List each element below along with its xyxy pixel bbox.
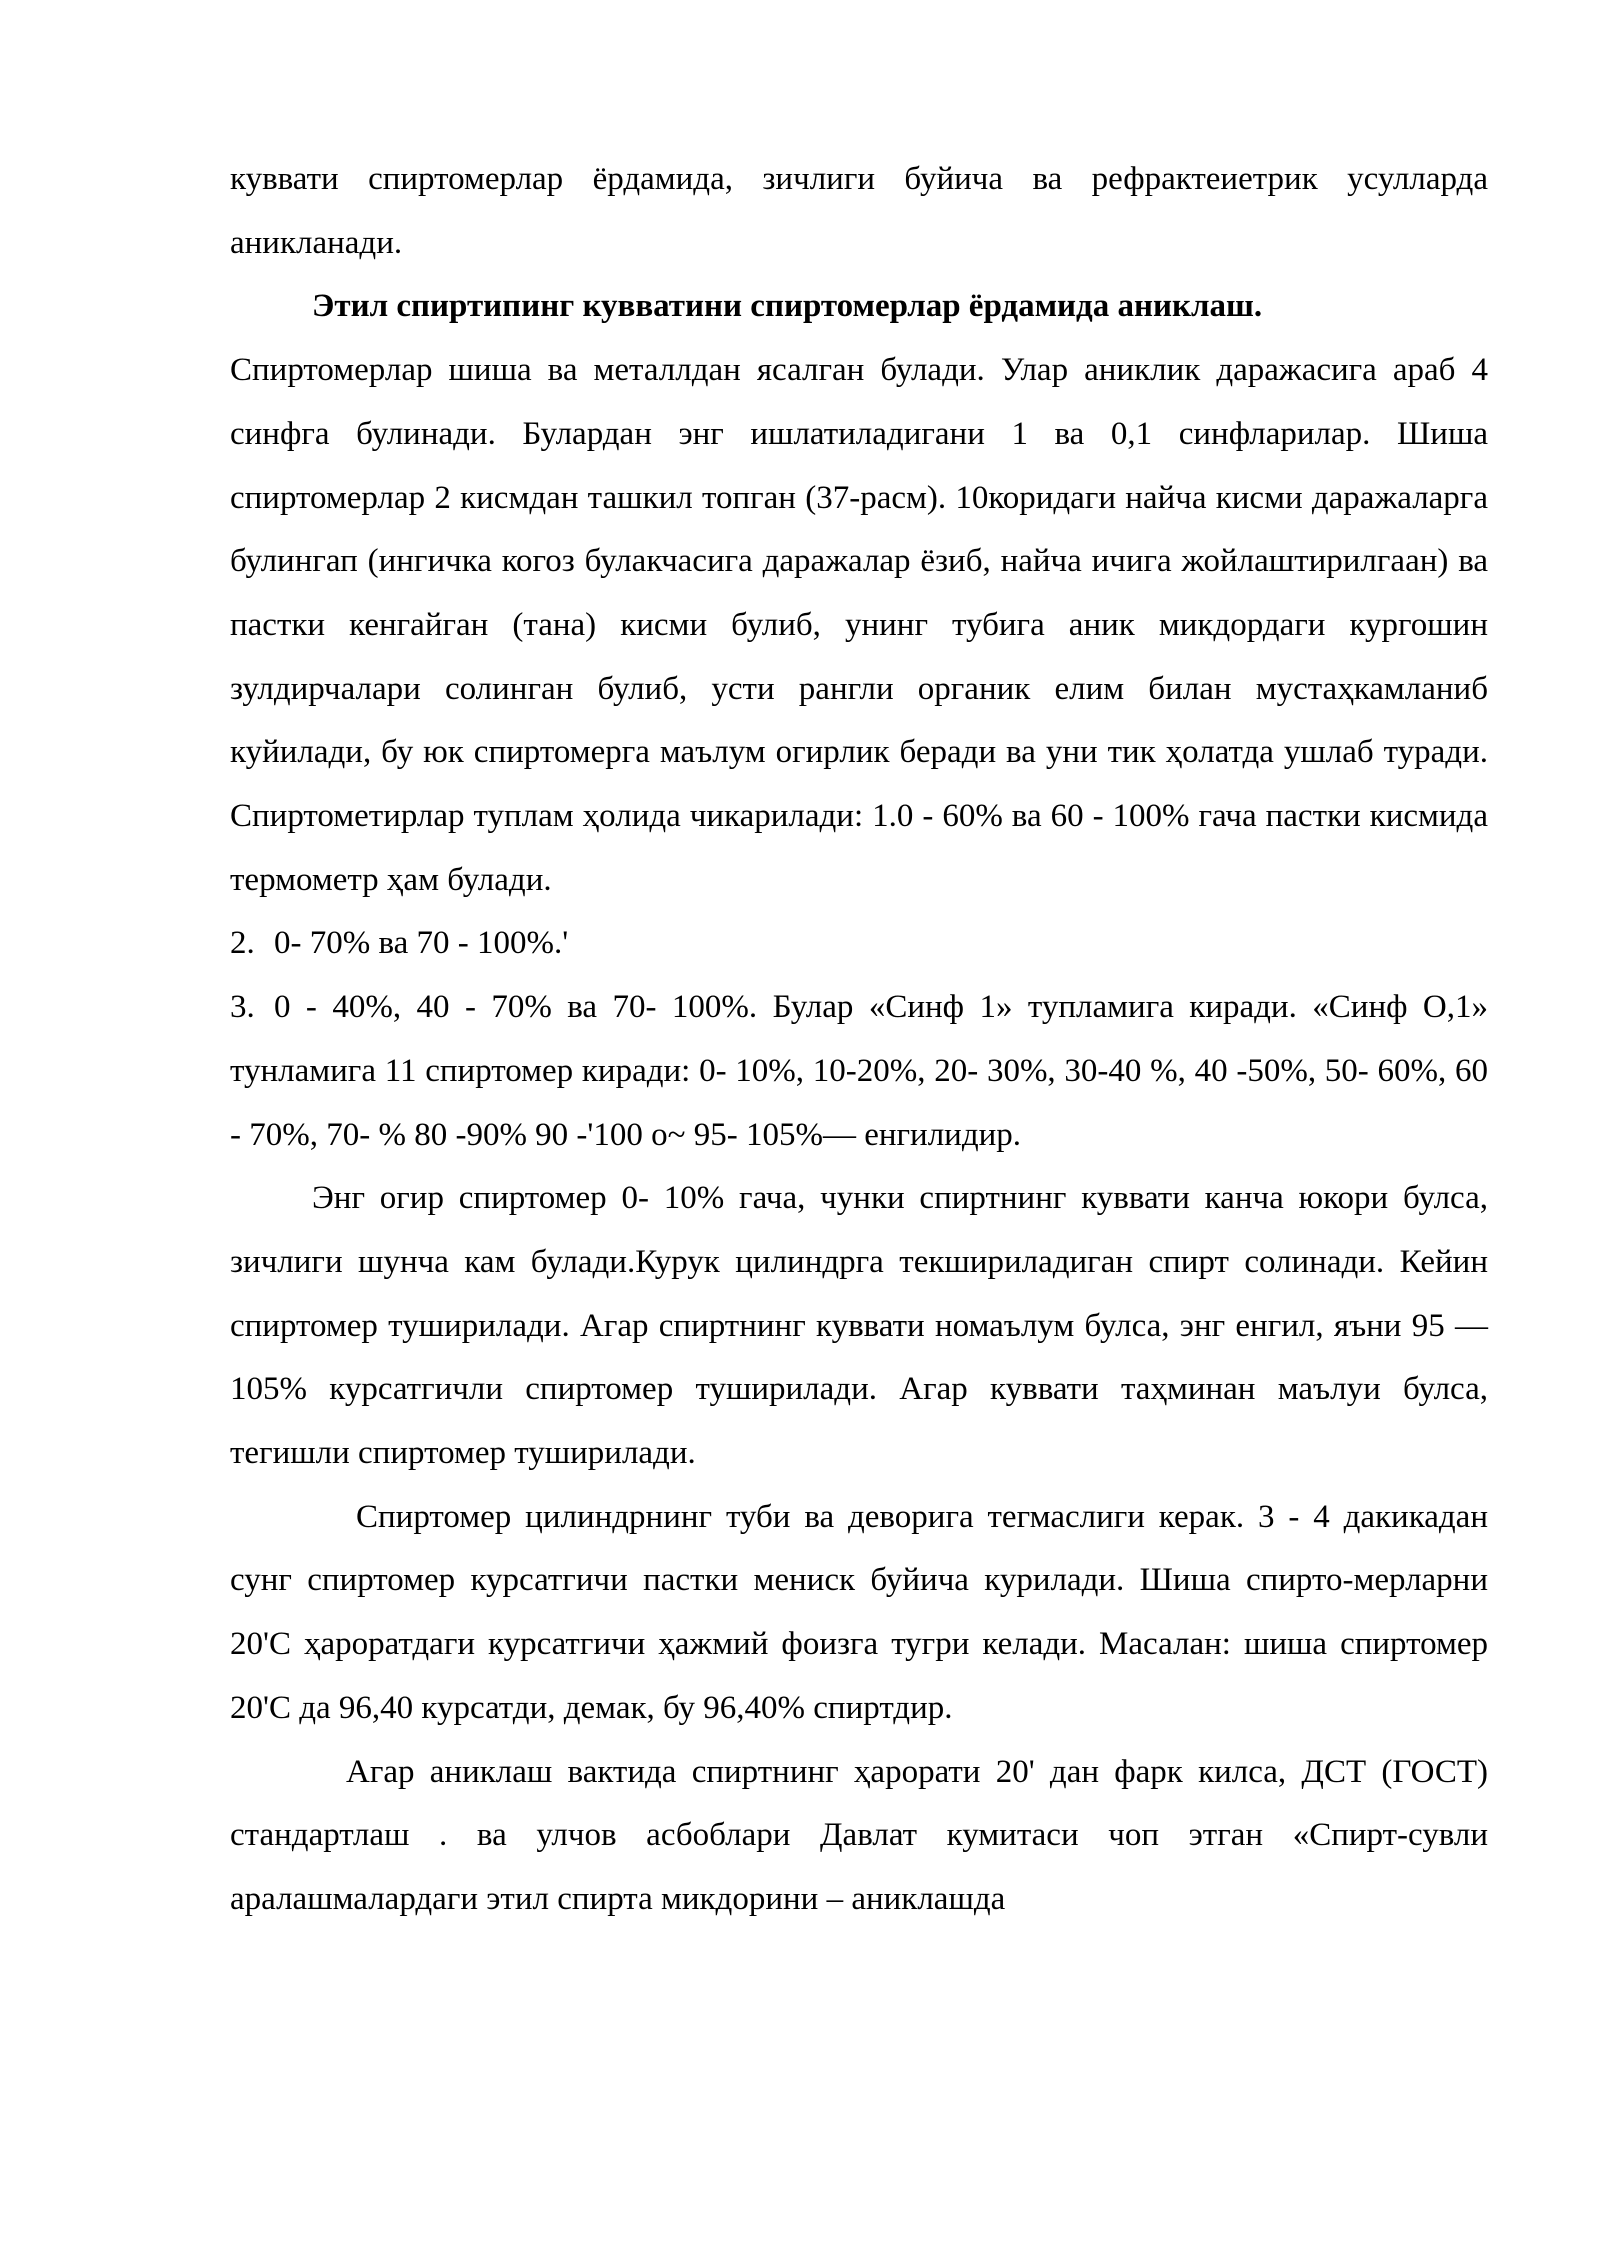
section-heading: Этил спиртипинг кувватини спиртомерлар ёрдамида аниклаш. bbox=[312, 288, 1263, 325]
list-text: 0- 70% ва 70 - 100%.' bbox=[274, 925, 569, 962]
paragraph-1: Спиртомерлар шиша ва металлдан ясалган булади. Улар аниклик даражасига араб 4 синфга булинади. Булардан энг ишлатиладигани 1 ва 0,1 синфларилар. Шиша спиртомерлар 2 кисмдан ташкил топган (37-расм). 10коридаги найча кисми даражаларга булингап (ингичка когоз булакчасига даражалар ёзиб, найча ичига жойлаштирилгаан) ва пастки кенгайган (тана) кисми булиб, унинг тубига аник микдордаги кургошин зулдирчалари солинган булиб, усти рангли органик елим билан мустаҳкамланиб куйилади, бу юк спиртомерга маълум огирлик беради ва уни тик ҳолатда ушлаб туради. Спиртометирлар туплам ҳолида чикарилади: 1.0 - 60% ва 60 - 100% гача пастки кисмида термометр ҳам булади. bbox=[230, 352, 1488, 898]
paragraph-intro: куввати спиртомерлар ёрдамида, зичлиги буйича ва рефрактеиетрик усулларда аникланади. bbox=[230, 161, 1488, 261]
list-item-2 bbox=[230, 912, 1488, 976]
list-number: 2. bbox=[230, 925, 255, 962]
list-item-3 bbox=[230, 976, 1488, 1167]
list-text: 0 - 40%, 40 - 70% ва 70- 100%. Булар «Синф 1» тупламига киради. «Синф О,1» тунламига 11 спиртомер киради: 0- 10%, 10-20%, 20- 30%, 30-40 %, 40 -50%, 50- 60%, 60 - 70%, 70- % 80 -90% 90 -'100 о~ 95- 105%— енгилидир. bbox=[230, 989, 1488, 1153]
paragraph-4: Агар аниклаш вактида спиртнинг ҳарорати 20' дан фарк килса, ДСТ (ГОСТ) стандартлаш . ва улчов асбоблари Давлат кумитаси чоп этган «Спирт-сувли аралашмалардаги этил спирта микдорини – аниклашда bbox=[230, 1753, 1488, 1917]
list-number: 3. bbox=[230, 989, 255, 1026]
document-page bbox=[230, 148, 1488, 1932]
paragraph-2: Энг огир спиртомер 0- 10% гача, чунки спиртнинг куввати канча юкори булса, зичлиги шунча кам булади.Курук цилиндрга текшириладиган спирт солинади. Кейин спиртомер туширилади. Агар спиртнинг куввати номаълум булса, энг енгил, яъни 95 — 105% курсатгичли спиртомер туширилади. Агар куввати таҳминан маълуи булса, тегишли спиртомер туширилади. bbox=[230, 1180, 1488, 1472]
paragraph-3: Спиртомер цилиндрнинг туби ва деворига тегмаслиги керак. 3 - 4 дакикадан сунг спиртомер курсатгичи пастки мениск буйича курилади. Шиша спирто-мерларни 20'С ҳароратдаги курсатгичи ҳажмий фоизга тугри келади. Масалан: шиша спиртомер 20'С да 96,40 курсатди, демак, бу 96,40% спиртдир. bbox=[230, 1498, 1488, 1726]
